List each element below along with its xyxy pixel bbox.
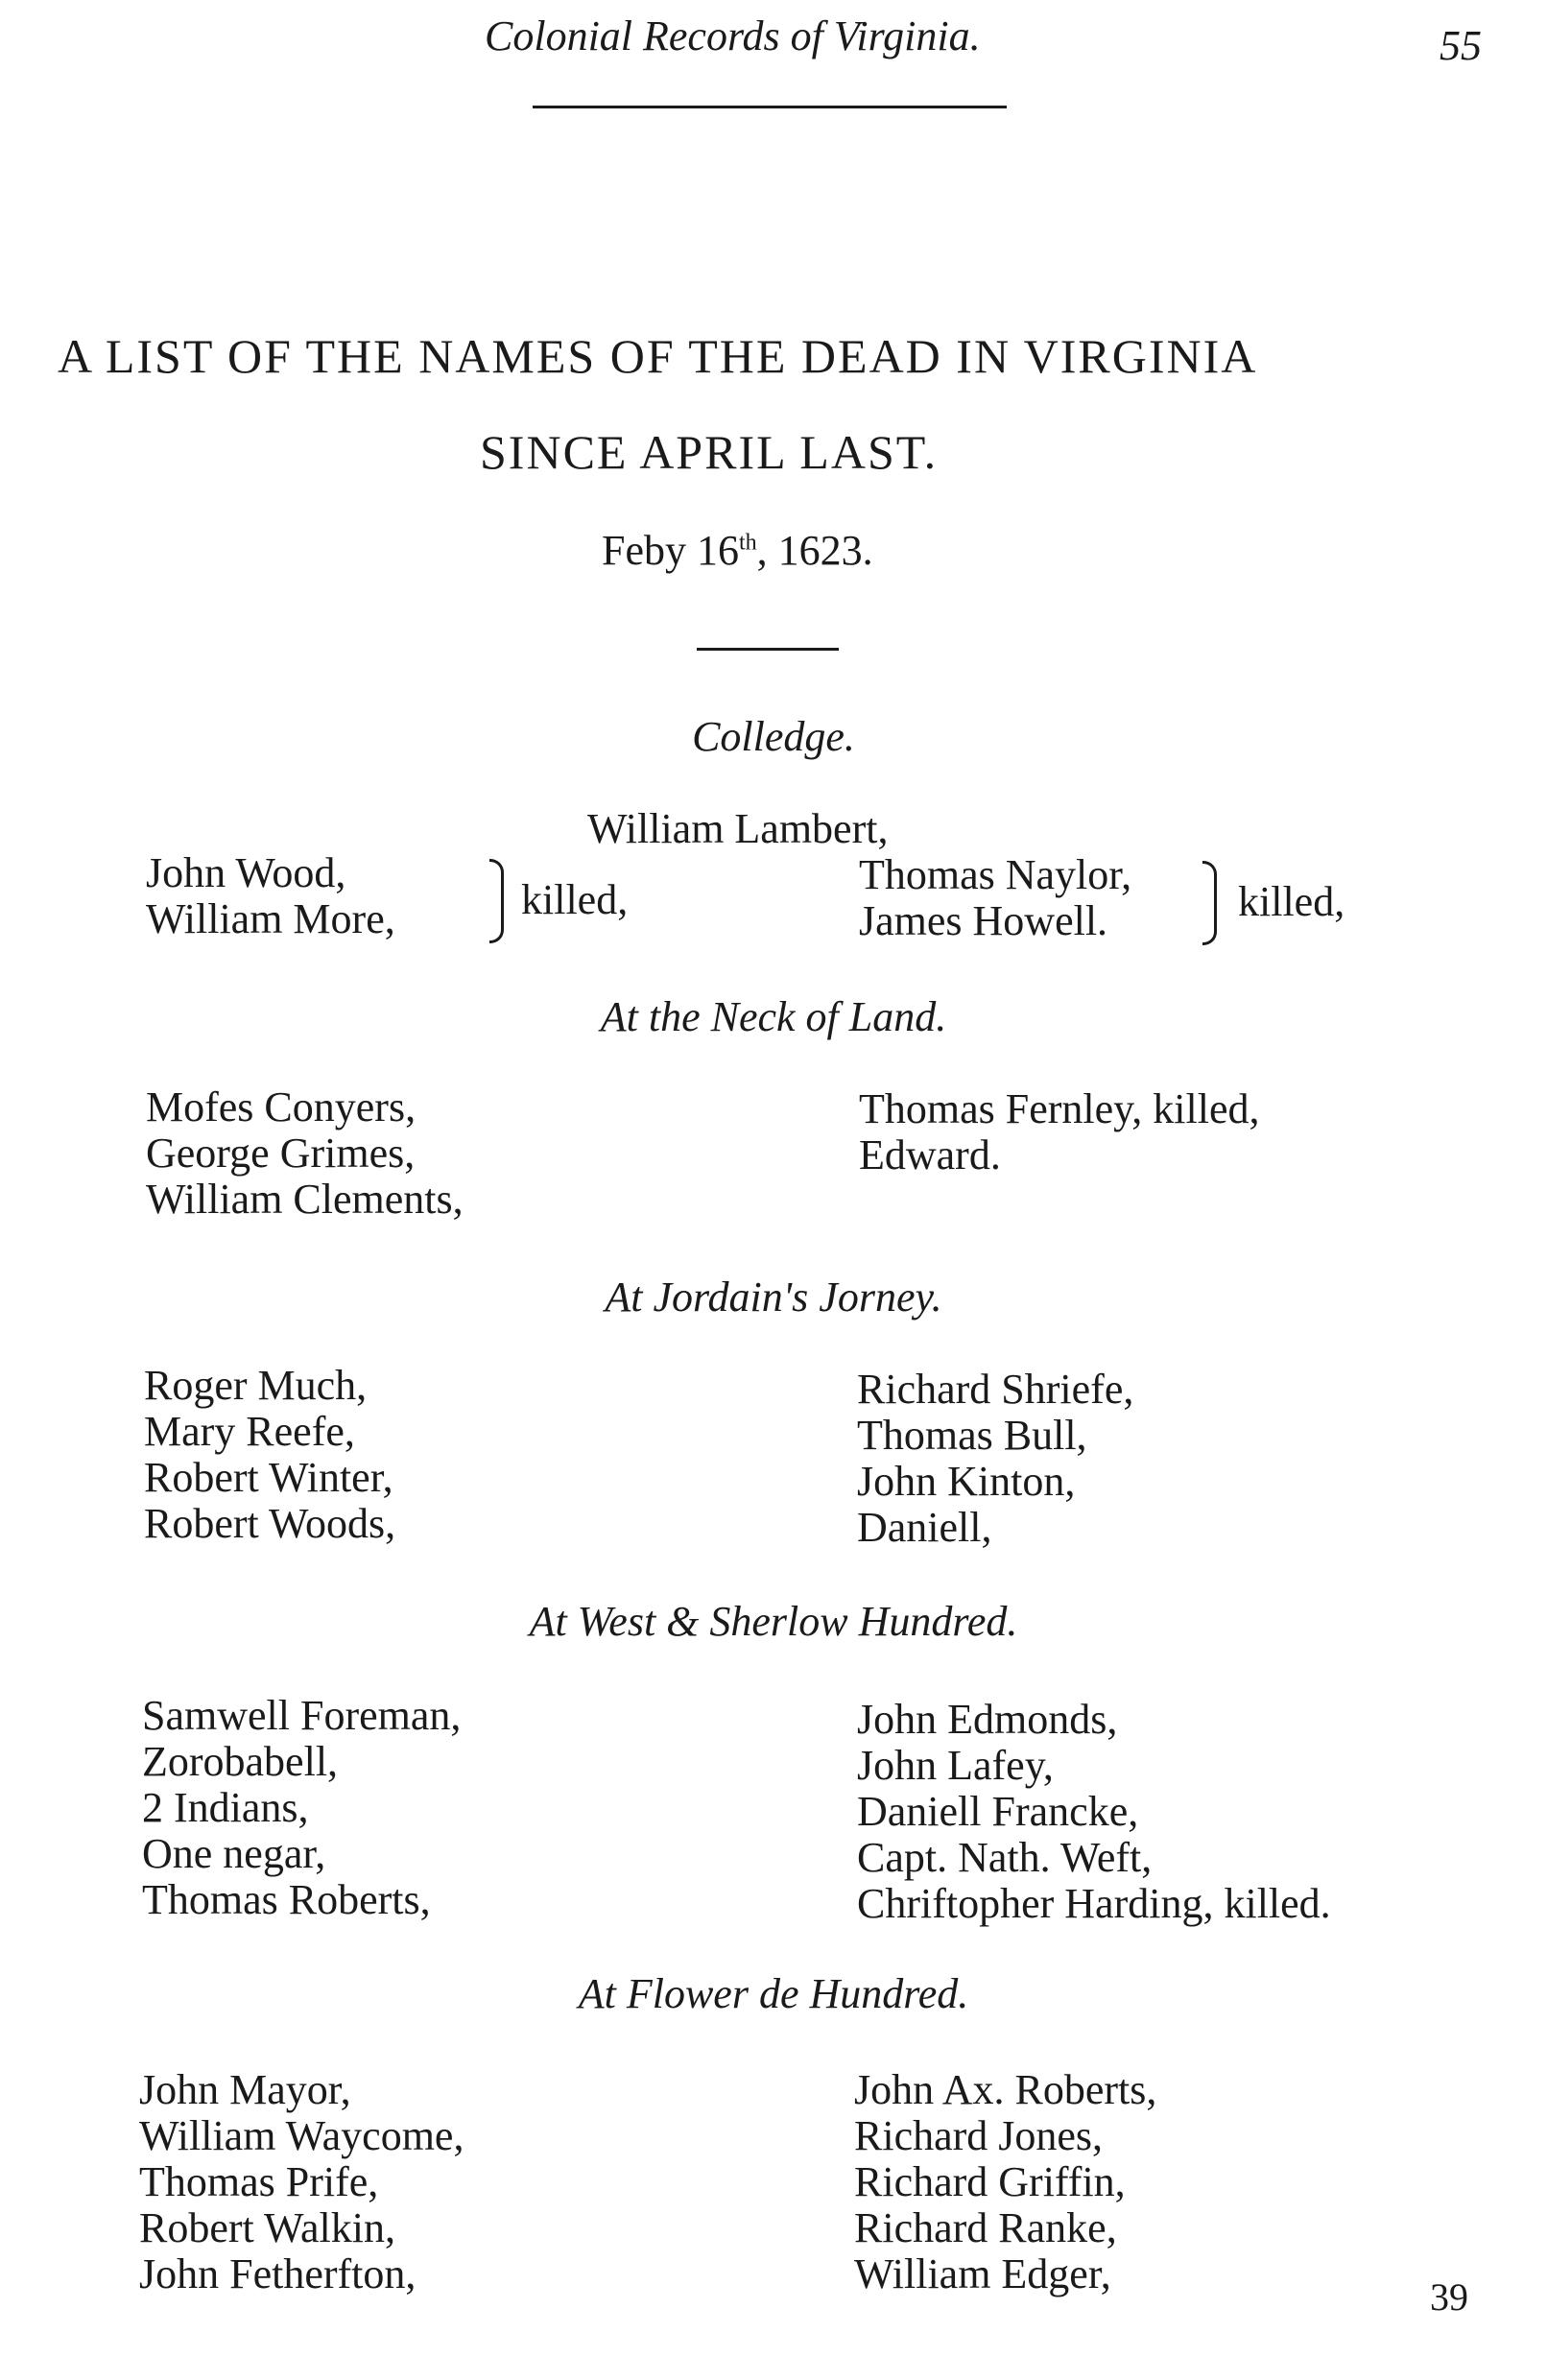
- west-left-list: [142, 1693, 461, 1923]
- neck-left-list: [146, 1084, 464, 1223]
- title-rule: [697, 648, 839, 651]
- list-item: George Grimes,: [146, 1130, 416, 1177]
- colledge-right-list: [859, 852, 1131, 944]
- brace-right: [1202, 861, 1217, 945]
- running-title: Colonial Records of Virginia.: [485, 12, 981, 60]
- list-item: John Ax. Roberts,: [854, 2066, 1157, 2113]
- list-item: Mofes Conyers,: [146, 1083, 416, 1130]
- list-item: William Edger,: [854, 2250, 1111, 2297]
- title-line-2: SINCE APRIL LAST.: [480, 425, 939, 479]
- list-item: 2 Indians,: [142, 1784, 309, 1831]
- list-item: Richard Griffin,: [854, 2158, 1126, 2205]
- list-item: William Clements,: [146, 1176, 464, 1223]
- jordain-left-list: [144, 1363, 395, 1547]
- title-date: [602, 526, 873, 575]
- date-superscript: th: [739, 530, 757, 556]
- list-item: Robert Walkin,: [139, 2204, 395, 2251]
- flower-left-list: [139, 2067, 464, 2297]
- list-item: Thomas Bull,: [857, 1412, 1087, 1459]
- list-item: John Wood,: [146, 849, 346, 896]
- colledge-left-list: [146, 850, 395, 942]
- flower-right-list: [854, 2067, 1156, 2297]
- title-line-1: A LIST OF THE NAMES OF THE DEAD IN VIRGINIA: [58, 329, 1258, 383]
- section-heading-west-sherlow-hundred: At West & Sherlow Hundred.: [529, 1598, 1018, 1645]
- list-item: Robert Woods,: [144, 1500, 396, 1547]
- list-item: Chriftopher Harding, killed.: [857, 1880, 1331, 1927]
- left-killed-note: killed,: [521, 876, 629, 923]
- section-heading-neck-of-land: At the Neck of Land.: [600, 993, 947, 1040]
- section-heading-flower-de-hundred: At Flower de Hundred.: [578, 1970, 969, 2017]
- list-item: William More,: [146, 895, 395, 942]
- list-item: Richard Jones,: [854, 2112, 1104, 2159]
- list-item: Richard Shriefe,: [857, 1366, 1134, 1413]
- neck-right-list: [859, 1086, 1260, 1178]
- list-item: Daniell,: [857, 1504, 992, 1551]
- list-item: Roger Much,: [144, 1362, 368, 1409]
- list-item: Thomas Prife,: [139, 2158, 379, 2205]
- list-item: Edward.: [859, 1131, 1001, 1178]
- list-item: Thomas Naylor,: [859, 851, 1132, 898]
- date-suffix: , 1623.: [756, 527, 873, 574]
- page-number: 55: [1440, 22, 1482, 69]
- signature-mark: 39: [1430, 2275, 1468, 2319]
- date-prefix: Feby 16: [602, 527, 739, 574]
- list-item: John Lafey,: [857, 1742, 1054, 1789]
- section-heading-jordains-jorney: At Jordain's Jorney.: [605, 1273, 942, 1321]
- list-item: Zorobabell,: [142, 1738, 339, 1785]
- right-killed-note: killed,: [1238, 878, 1345, 925]
- list-item: John Kinton,: [857, 1458, 1076, 1505]
- list-item: John Fetherfton,: [139, 2250, 416, 2297]
- center-name: William Lambert,: [587, 805, 889, 852]
- list-item: William Waycome,: [139, 2112, 464, 2159]
- list-item: Richard Ranke,: [854, 2204, 1117, 2251]
- section-heading-colledge: Colledge.: [692, 713, 855, 760]
- list-item: John Edmonds,: [857, 1696, 1118, 1743]
- list-item: One negar,: [142, 1830, 326, 1877]
- list-item: Thomas Roberts,: [142, 1876, 431, 1923]
- list-item: John Mayor,: [139, 2066, 351, 2113]
- list-item: Robert Winter,: [144, 1454, 393, 1501]
- list-item: James Howell.: [859, 897, 1108, 944]
- brace-left: [489, 859, 504, 943]
- list-item: Samwell Foreman,: [142, 1692, 462, 1739]
- list-item: Daniell Francke,: [857, 1788, 1139, 1835]
- header-rule: [533, 106, 1007, 108]
- list-item: Capt. Nath. Weft,: [857, 1834, 1153, 1881]
- jordain-right-list: [857, 1367, 1133, 1551]
- list-item: Thomas Fernley, killed,: [859, 1085, 1260, 1132]
- list-item: Mary Reefe,: [144, 1408, 355, 1455]
- west-right-list: [857, 1697, 1331, 1927]
